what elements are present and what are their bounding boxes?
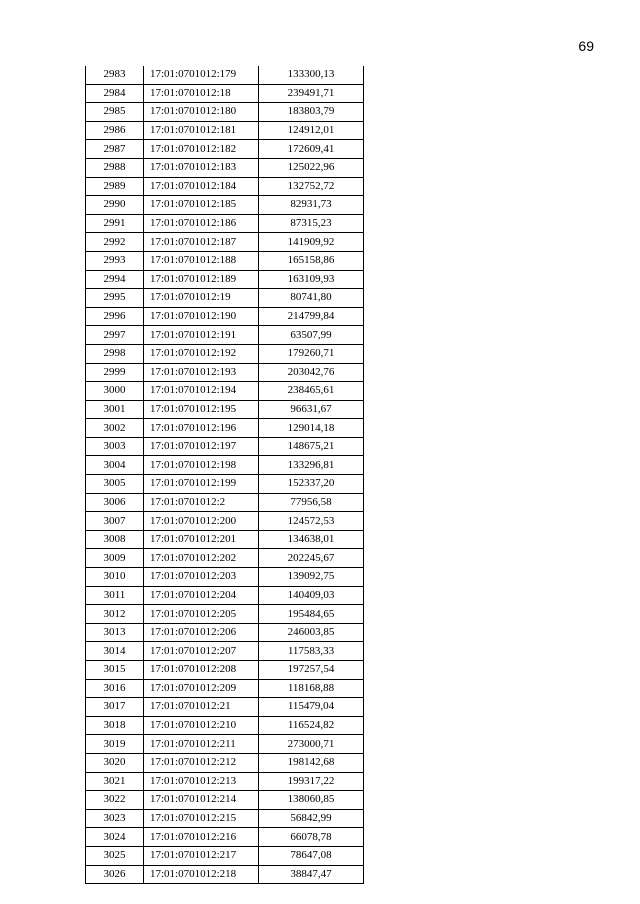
row-number-cell: 2996 <box>86 307 144 326</box>
table-row <box>86 605 364 624</box>
value-cell: 78647,08 <box>259 846 364 865</box>
table-row <box>86 307 364 326</box>
row-number-cell: 3004 <box>86 456 144 475</box>
row-number-cell: 2994 <box>86 270 144 289</box>
value-cell: 124912,01 <box>259 121 364 140</box>
cadastral-number-cell: 17:01:0701012:185 <box>144 196 259 215</box>
cadastral-number-cell: 17:01:0701012:189 <box>144 270 259 289</box>
value-cell: 77956,58 <box>259 493 364 512</box>
value-cell: 56842,99 <box>259 809 364 828</box>
cadastral-number-cell: 17:01:0701012:204 <box>144 586 259 605</box>
row-number-cell: 3019 <box>86 735 144 754</box>
row-number-cell: 3024 <box>86 828 144 847</box>
table-row <box>86 289 364 308</box>
row-number-cell: 2999 <box>86 363 144 382</box>
table-row <box>86 400 364 419</box>
cadastral-number-cell: 17:01:0701012:215 <box>144 809 259 828</box>
cadastral-number-cell: 17:01:0701012:187 <box>144 233 259 252</box>
table-row <box>86 456 364 475</box>
value-cell: 197257,54 <box>259 661 364 680</box>
cadastral-number-cell: 17:01:0701012:191 <box>144 326 259 345</box>
row-number-cell: 2991 <box>86 214 144 233</box>
cadastral-number-cell: 17:01:0701012:18 <box>144 84 259 103</box>
value-cell: 82931,73 <box>259 196 364 215</box>
table-row <box>86 66 364 84</box>
cadastral-number-cell: 17:01:0701012:182 <box>144 140 259 159</box>
table-row <box>86 679 364 698</box>
page-number: 69 <box>578 38 594 54</box>
table-row <box>86 772 364 791</box>
row-number-cell: 3018 <box>86 716 144 735</box>
value-cell: 238465,61 <box>259 382 364 401</box>
row-number-cell: 2995 <box>86 289 144 308</box>
cadastral-number-cell: 17:01:0701012:216 <box>144 828 259 847</box>
row-number-cell: 3001 <box>86 400 144 419</box>
row-number-cell: 3022 <box>86 791 144 810</box>
table-row <box>86 512 364 531</box>
value-cell: 165158,86 <box>259 251 364 270</box>
row-number-cell: 2988 <box>86 158 144 177</box>
value-cell: 118168,88 <box>259 679 364 698</box>
table-row <box>86 382 364 401</box>
cadastral-number-cell: 17:01:0701012:186 <box>144 214 259 233</box>
cadastral-number-cell: 17:01:0701012:209 <box>144 679 259 698</box>
value-cell: 80741,80 <box>259 289 364 308</box>
table-row <box>86 735 364 754</box>
table-row <box>86 753 364 772</box>
value-cell: 140409,03 <box>259 586 364 605</box>
table-row <box>86 233 364 252</box>
value-cell: 129014,18 <box>259 419 364 438</box>
row-number-cell: 3011 <box>86 586 144 605</box>
table-row <box>86 809 364 828</box>
row-number-cell: 2990 <box>86 196 144 215</box>
row-number-cell: 2983 <box>86 66 144 84</box>
row-number-cell: 3006 <box>86 493 144 512</box>
table-row <box>86 642 364 661</box>
table-row <box>86 586 364 605</box>
table-row <box>86 158 364 177</box>
value-cell: 138060,85 <box>259 791 364 810</box>
row-number-cell: 3003 <box>86 437 144 456</box>
cadastral-number-cell: 17:01:0701012:213 <box>144 772 259 791</box>
cadastral-number-cell: 17:01:0701012:203 <box>144 568 259 587</box>
row-number-cell: 2989 <box>86 177 144 196</box>
table-row <box>86 791 364 810</box>
row-number-cell: 3002 <box>86 419 144 438</box>
table-row <box>86 326 364 345</box>
row-number-cell: 2984 <box>86 84 144 103</box>
cadastral-number-cell: 17:01:0701012:180 <box>144 103 259 122</box>
value-cell: 124572,53 <box>259 512 364 531</box>
cadastral-number-cell: 17:01:0701012:201 <box>144 530 259 549</box>
table-row <box>86 103 364 122</box>
cadastral-number-cell: 17:01:0701012:192 <box>144 344 259 363</box>
table-row <box>86 623 364 642</box>
table-row <box>86 344 364 363</box>
cadastral-number-cell: 17:01:0701012:208 <box>144 661 259 680</box>
value-cell: 179260,71 <box>259 344 364 363</box>
row-number-cell: 3008 <box>86 530 144 549</box>
row-number-cell: 3007 <box>86 512 144 531</box>
row-number-cell: 3021 <box>86 772 144 791</box>
value-cell: 133300,13 <box>259 66 364 84</box>
cadastral-number-cell: 17:01:0701012:19 <box>144 289 259 308</box>
row-number-cell: 2993 <box>86 251 144 270</box>
table-row <box>86 363 364 382</box>
value-cell: 117583,33 <box>259 642 364 661</box>
cadastral-number-cell: 17:01:0701012:183 <box>144 158 259 177</box>
value-cell: 195484,65 <box>259 605 364 624</box>
value-cell: 214799,84 <box>259 307 364 326</box>
cadastral-number-cell: 17:01:0701012:205 <box>144 605 259 624</box>
row-number-cell: 3023 <box>86 809 144 828</box>
cadastral-number-cell: 17:01:0701012:218 <box>144 865 259 884</box>
value-cell: 246003,85 <box>259 623 364 642</box>
table-row <box>86 475 364 494</box>
row-number-cell: 3000 <box>86 382 144 401</box>
cadastral-number-cell: 17:01:0701012:197 <box>144 437 259 456</box>
value-cell: 66078,78 <box>259 828 364 847</box>
table-row <box>86 121 364 140</box>
row-number-cell: 3010 <box>86 568 144 587</box>
value-cell: 115479,04 <box>259 698 364 717</box>
value-cell: 96631,67 <box>259 400 364 419</box>
value-cell: 132752,72 <box>259 177 364 196</box>
table-row <box>86 270 364 289</box>
value-cell: 152337,20 <box>259 475 364 494</box>
value-cell: 239491,71 <box>259 84 364 103</box>
cadastral-number-cell: 17:01:0701012:214 <box>144 791 259 810</box>
cadastral-number-cell: 17:01:0701012:207 <box>144 642 259 661</box>
table-body <box>86 66 364 884</box>
row-number-cell: 3020 <box>86 753 144 772</box>
value-cell: 133296,81 <box>259 456 364 475</box>
table-row <box>86 177 364 196</box>
cadastral-number-cell: 17:01:0701012:194 <box>144 382 259 401</box>
table-row <box>86 661 364 680</box>
value-cell: 116524,82 <box>259 716 364 735</box>
value-cell: 202245,67 <box>259 549 364 568</box>
row-number-cell: 3016 <box>86 679 144 698</box>
table-row <box>86 698 364 717</box>
cadastral-number-cell: 17:01:0701012:212 <box>144 753 259 772</box>
cadastral-number-cell: 17:01:0701012:206 <box>144 623 259 642</box>
row-number-cell: 3026 <box>86 865 144 884</box>
value-cell: 38847,47 <box>259 865 364 884</box>
cadastral-number-cell: 17:01:0701012:196 <box>144 419 259 438</box>
value-cell: 141909,92 <box>259 233 364 252</box>
cadastral-number-cell: 17:01:0701012:179 <box>144 66 259 84</box>
row-number-cell: 2992 <box>86 233 144 252</box>
table-row <box>86 196 364 215</box>
value-cell: 63507,99 <box>259 326 364 345</box>
cadastral-number-cell: 17:01:0701012:2 <box>144 493 259 512</box>
cadastral-number-cell: 17:01:0701012:184 <box>144 177 259 196</box>
cadastral-number-cell: 17:01:0701012:199 <box>144 475 259 494</box>
cadastral-number-cell: 17:01:0701012:202 <box>144 549 259 568</box>
value-cell: 87315,23 <box>259 214 364 233</box>
table-row <box>86 419 364 438</box>
value-cell: 134638,01 <box>259 530 364 549</box>
value-cell: 199317,22 <box>259 772 364 791</box>
cadastral-number-cell: 17:01:0701012:195 <box>144 400 259 419</box>
cadastral-number-cell: 17:01:0701012:217 <box>144 846 259 865</box>
table-row <box>86 251 364 270</box>
row-number-cell: 3014 <box>86 642 144 661</box>
row-number-cell: 3025 <box>86 846 144 865</box>
row-number-cell: 3017 <box>86 698 144 717</box>
row-number-cell: 3012 <box>86 605 144 624</box>
value-cell: 148675,21 <box>259 437 364 456</box>
table-row <box>86 549 364 568</box>
table-row <box>86 493 364 512</box>
value-cell: 172609,41 <box>259 140 364 159</box>
table-row <box>86 84 364 103</box>
cadastral-number-cell: 17:01:0701012:193 <box>144 363 259 382</box>
table-row <box>86 846 364 865</box>
row-number-cell: 3013 <box>86 623 144 642</box>
value-cell: 273000,71 <box>259 735 364 754</box>
table-row <box>86 140 364 159</box>
row-number-cell: 3015 <box>86 661 144 680</box>
cadastral-number-cell: 17:01:0701012:210 <box>144 716 259 735</box>
table-row <box>86 214 364 233</box>
row-number-cell: 2987 <box>86 140 144 159</box>
cadastral-number-cell: 17:01:0701012:181 <box>144 121 259 140</box>
table-row <box>86 828 364 847</box>
cadastral-number-cell: 17:01:0701012:21 <box>144 698 259 717</box>
cadastral-number-cell: 17:01:0701012:190 <box>144 307 259 326</box>
value-cell: 198142,68 <box>259 753 364 772</box>
cadastral-number-cell: 17:01:0701012:188 <box>144 251 259 270</box>
row-number-cell: 3009 <box>86 549 144 568</box>
value-cell: 183803,79 <box>259 103 364 122</box>
table-row <box>86 716 364 735</box>
cadastral-value-table <box>85 66 364 884</box>
cadastral-number-cell: 17:01:0701012:200 <box>144 512 259 531</box>
row-number-cell: 3005 <box>86 475 144 494</box>
value-cell: 125022,96 <box>259 158 364 177</box>
table-row <box>86 568 364 587</box>
cadastral-number-cell: 17:01:0701012:211 <box>144 735 259 754</box>
row-number-cell: 2985 <box>86 103 144 122</box>
cadastral-number-cell: 17:01:0701012:198 <box>144 456 259 475</box>
table-row <box>86 530 364 549</box>
row-number-cell: 2998 <box>86 344 144 363</box>
row-number-cell: 2997 <box>86 326 144 345</box>
table-row <box>86 437 364 456</box>
table-row <box>86 865 364 884</box>
value-cell: 163109,93 <box>259 270 364 289</box>
row-number-cell: 2986 <box>86 121 144 140</box>
value-cell: 203042,76 <box>259 363 364 382</box>
value-cell: 139092,75 <box>259 568 364 587</box>
